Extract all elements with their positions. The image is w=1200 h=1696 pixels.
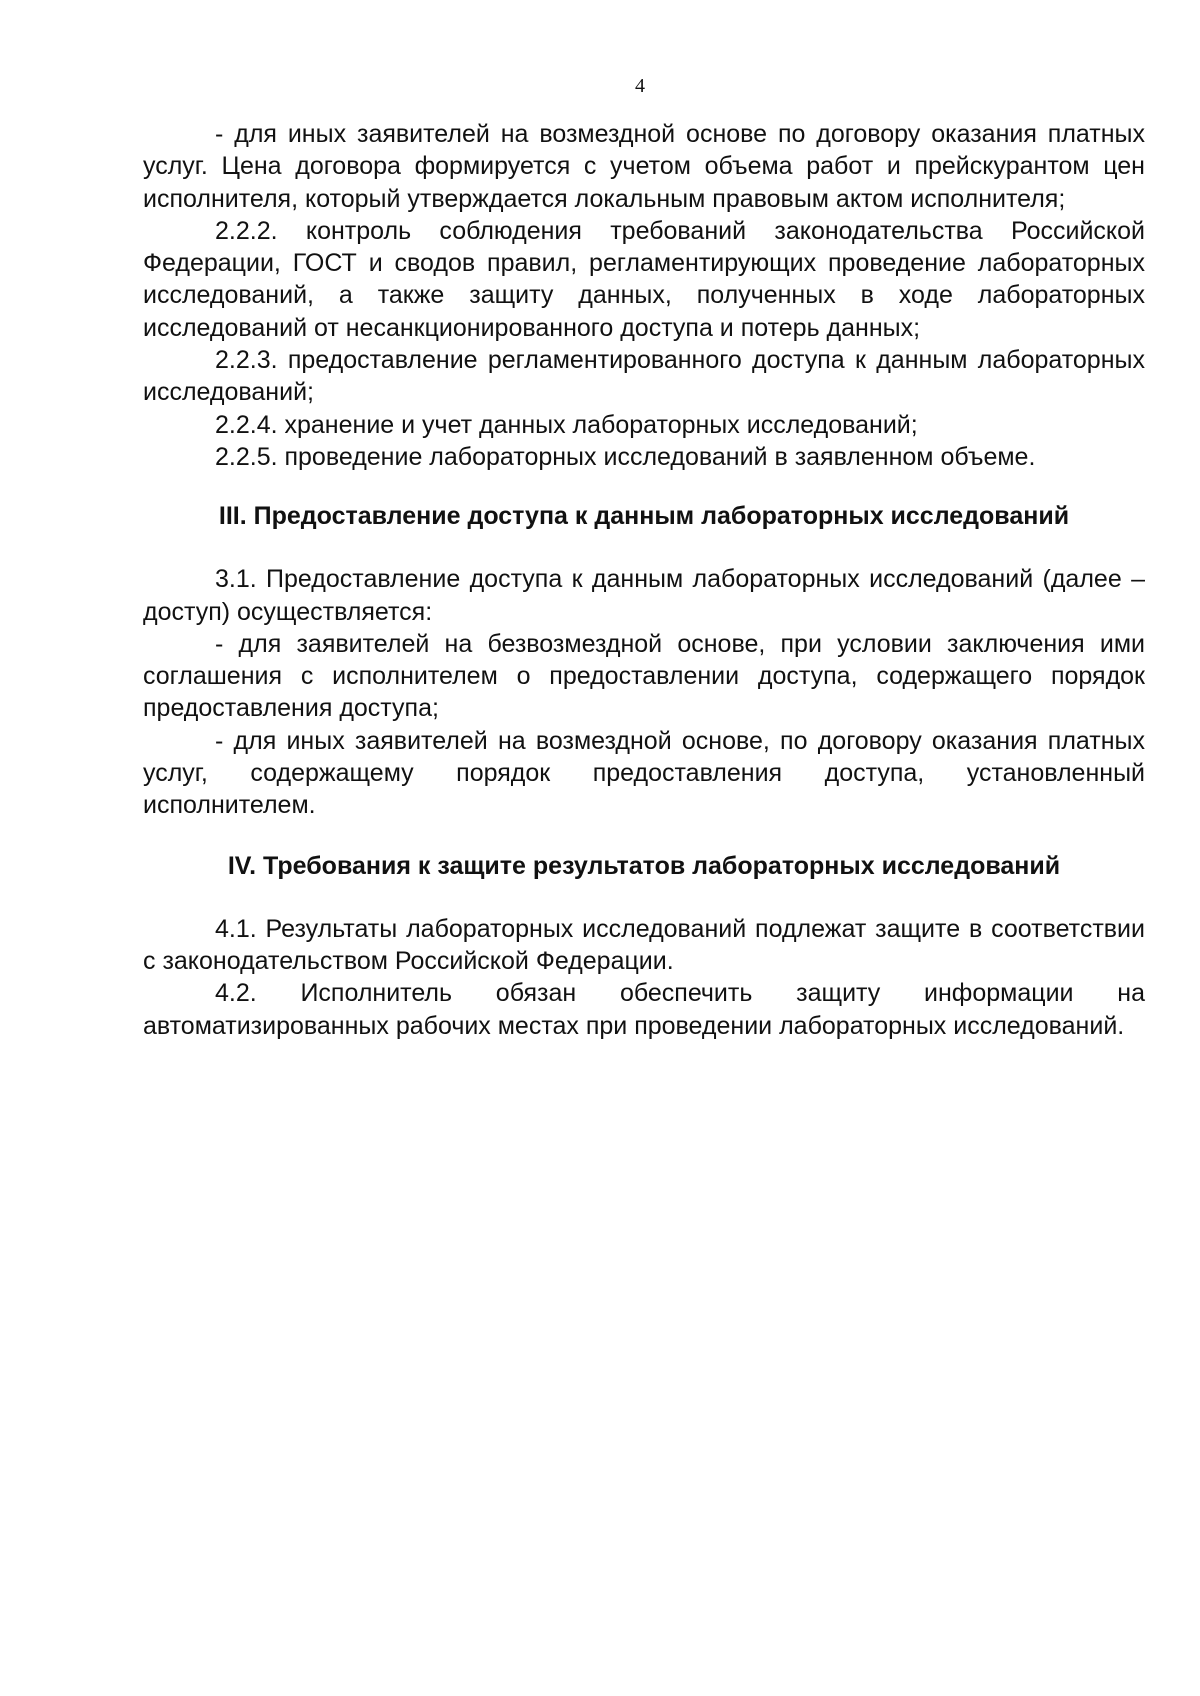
section-4-heading: IV. Требования к защите результатов лабораторных исследований: [227, 851, 1061, 880]
paragraph-2-2-3: 2.2.3. предоставление регламентированного доступа к данным лабораторных исследований;: [143, 346, 1145, 407]
paragraph-paid-services: - для иных заявителей на возмездной основе по договору оказания платных услуг. Цена договора формируется с учетом объема работ и прейскурантом цен исполнителя, который утверждается локальным правовым актом исполнителя;: [143, 120, 1145, 213]
paragraph-4-1: 4.1. Результаты лабораторных исследований подлежат защите в соответствии с законодательством Российской Федерации.: [143, 914, 1145, 975]
page-number: 4: [635, 75, 645, 97]
paragraph-paid-access: - для иных заявителей на возмездной основе, по договору оказания платных услуг, содержащему порядок предоставления доступа, установленный исполнителем.: [143, 726, 1145, 820]
paragraph-4-2: 4.2. Исполнитель обязан обеспечить защиту информации на автоматизированных рабочих местах при проведении лабораторных исследований.: [143, 979, 1145, 1040]
paragraph-2-2-2: 2.2.2. контроль соблюдения требований законодательства Российской Федерации, ГОСТ и сводов правил, регламентирующих проведение лабораторных исследований, а также защиту данных, полученных в ходе лабораторных исследований от несанкционированного доступа и потерь данных;: [143, 216, 1145, 342]
paragraph-free-access: - для заявителей на безвозмездной основе, при условии заключения ими соглашения с исполнителем о предоставлении доступа, содержащего порядок предоставления доступа;: [143, 629, 1145, 723]
section-3-heading: III. Предоставление доступа к данным лабораторных исследований: [218, 502, 1070, 531]
paragraph-2-2-4: 2.2.4. хранение и учет данных лабораторных исследований;: [215, 410, 918, 439]
paragraph-3-1: 3.1. Предоставление доступа к данным лабораторных исследований (далее – доступ) осуществляется:: [143, 565, 1145, 626]
paragraph-2-2-5: 2.2.5. проведение лабораторных исследований в заявленном объеме.: [215, 442, 1036, 471]
document-body: [143, 118, 1145, 1042]
